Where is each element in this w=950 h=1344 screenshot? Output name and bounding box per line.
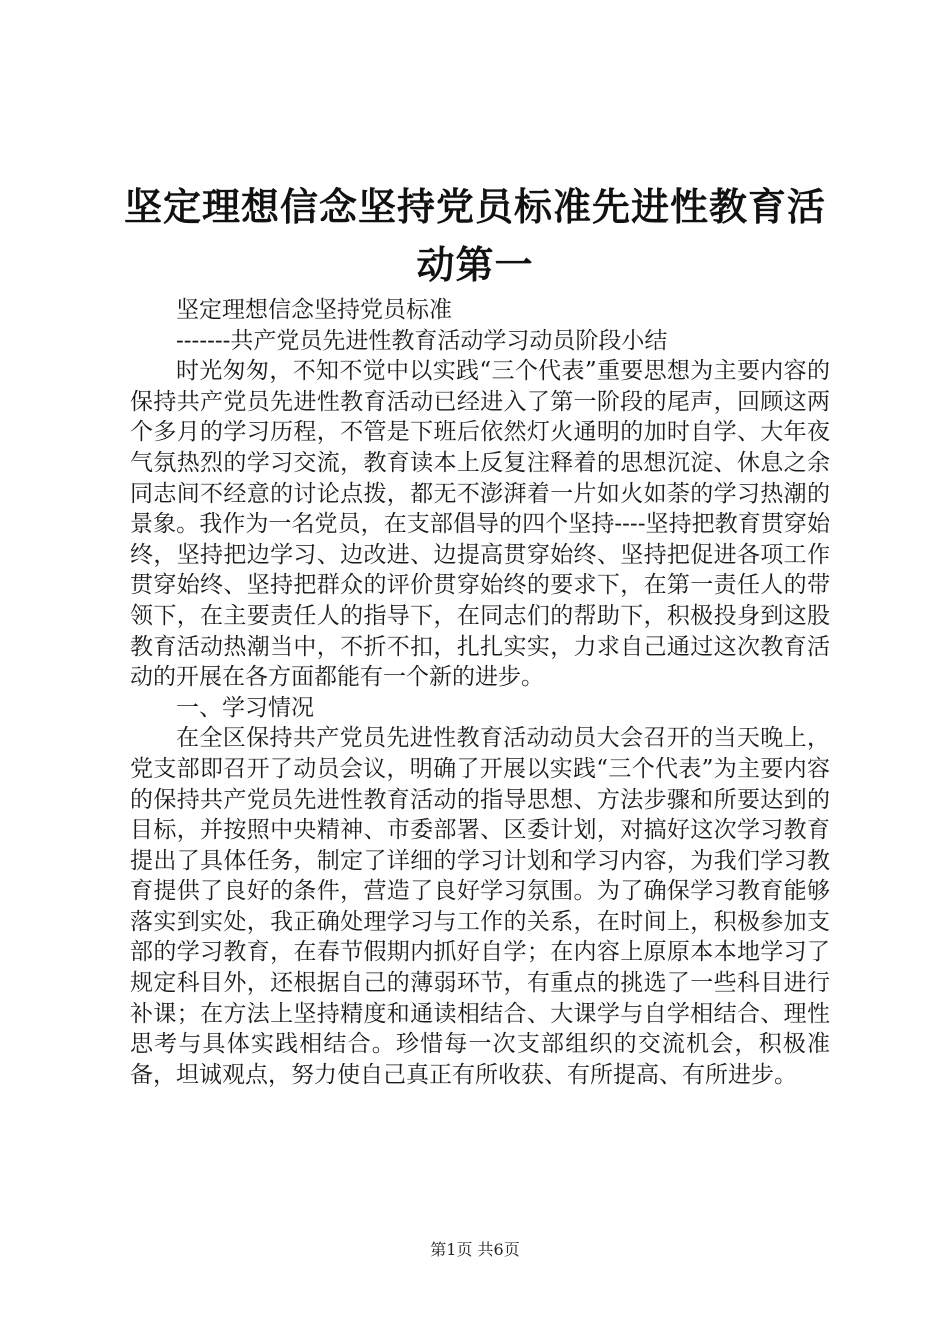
section-heading: 一、学习情况	[176, 694, 314, 721]
page-footer: 第1页 共6页	[430, 1240, 520, 1259]
document-body	[130, 295, 830, 1090]
body-paragraph: 在全区保持共产党员先进性教育活动动员大会召开的当天晚上，党支部即召开了动员会议，明确了开展以实践“三个代表”为主要内容的保持共产党员先进性教育活动的指导思想、方法步骤和所要达到的目标，并按照中央精神、市委部署、区委计划，对搞好这次学习教育提出了具体任务，制定了详细的学习计划和学习内容，为我们学习教育提供了良好的条件，营造了良好学习氛围。为了确保学习教育能够落实到实处，我正确处理学习与工作的关系，在时间上，积极参加支部的学习教育，在春节假期内抓好自学；在内容上原原本本地学习了规定科目外，还根据自己的薄弱环节，有重点的挑选了一些科目进行补课；在方法上坚持精度和通读相结合、大课学与自学相结合、理性思考与具体实践相结合。珍惜每一次支部组织的交流机会，积极准备，坦诚观点，努力使自己真正有所收获、有所提高、有所进步。	[130, 725, 830, 1088]
subtitle: 坚定理想信念坚持党员标准	[176, 297, 452, 323]
body-paragraph: 时光匆匆，不知不觉中以实践“三个代表”重要思想为主要内容的保持共产党员先进性教育活动已经进入了第一阶段的尾声，回顾这两个多月的学习历程，不管是下班后依然灯火通明的加时自学、大年夜气氛热烈的学习交流，教育读本上反复注释着的思想沉淀、休息之余同志间不经意的讨论点拨，都无不澎湃着一片如火如荼的学习热潮的景象。我作为一名党员，在支部倡导的四个坚持----坚持把教育贯穿始终，坚持把边学习、边改进、边提高贯穿始终、坚持把促进各项工作贯穿始终、坚持把群众的评价贯穿始终的要求下，在第一责任人的带领下，在主要责任人的指导下，在同志们的帮助下，积极投身到这股教育活动热潮当中，不折不扣，扎扎实实，力求自己通过这次教育活动的开展在各方面都能有一个新的进步。	[130, 358, 830, 691]
document-title: 坚定理想信念坚持党员标准先进性教育活动第一	[123, 185, 826, 287]
subtitle-line: -------共产党员先进性教育活动学习动员阶段小结	[176, 327, 668, 354]
